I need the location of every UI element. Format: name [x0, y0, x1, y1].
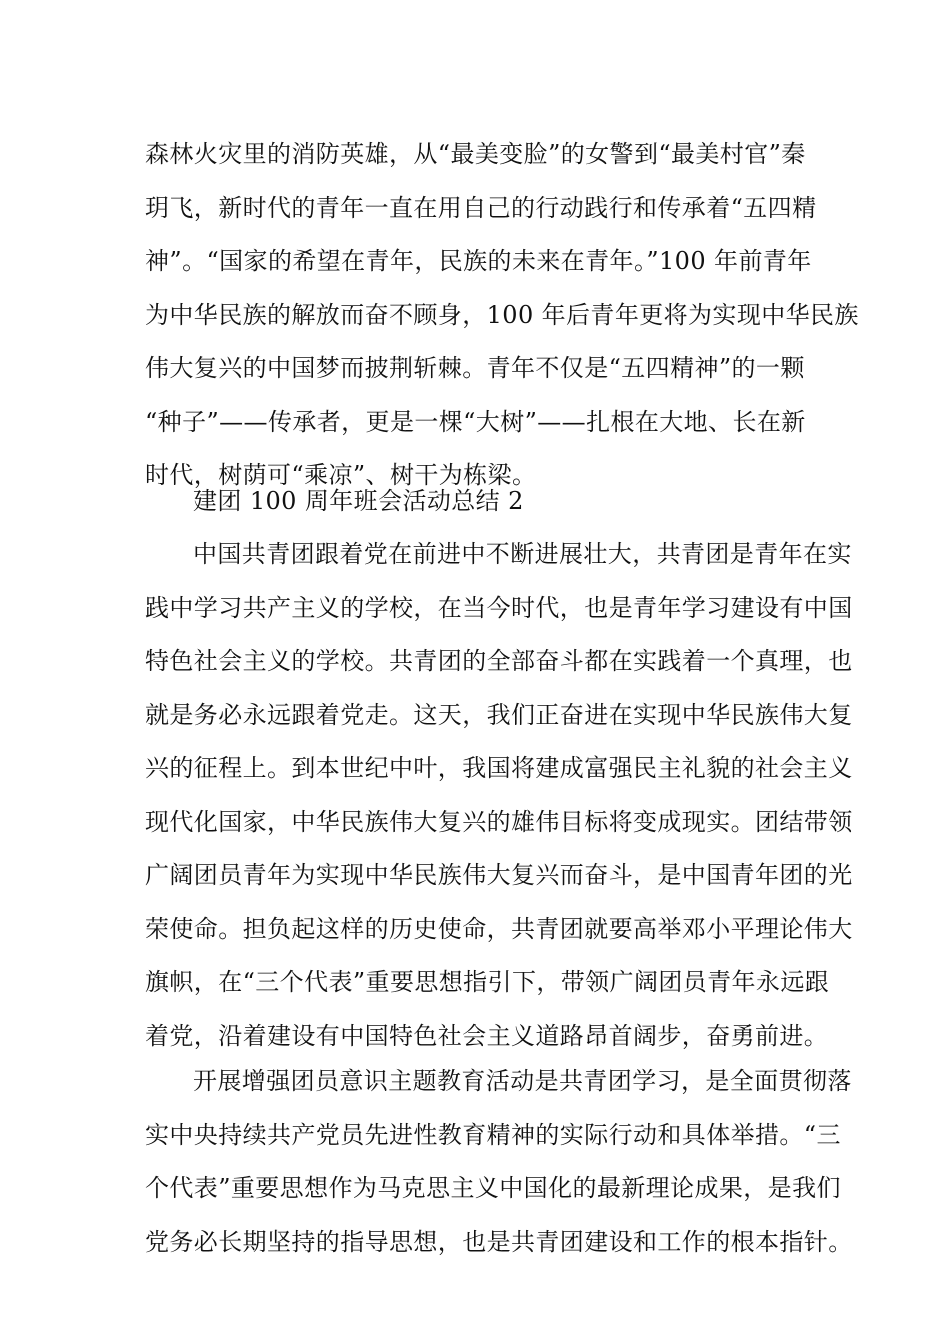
paragraph-line: 个代表”重要思想作为马克思主义中国化的最新理论成果，是我们	[145, 1174, 841, 1202]
paragraph-line: 开展增强团员意识主题教育活动是共青团学习，是全面贯彻落	[193, 1067, 852, 1095]
paragraph-3	[145, 1055, 853, 1269]
paragraph-line: “种子”——传承者，更是一棵“大树”——扎根在大地、长在新	[145, 407, 806, 436]
paragraph-line: 实中央持续共产党员先进性教育精神的实际行动和具体举措。“三	[145, 1120, 841, 1149]
paragraph-line: 党务必长期坚持的指导思想，也是共青团建设和工作的根本指针。	[145, 1227, 853, 1256]
paragraph-line: 广阔团员青年为实现中华民族伟大复兴而奋斗，是中国青年团的光	[145, 861, 853, 889]
section-heading: 建团 100 周年班会活动总结 2	[193, 487, 524, 515]
paragraph-line: 现代化国家，中华民族伟大复兴的雄伟目标将变成现实。团结带领	[145, 807, 853, 836]
paragraph-line: 旗帜，在“三个代表”重要思想指引下，带领广阔团员青年永远跟	[145, 968, 830, 996]
paragraph-line: 荣使命。担负起这样的历史使命，共青团就要高举邓小平理论伟大	[145, 914, 853, 943]
paragraph-line: 着党，沿着建设有中国特色社会主义道路昂首阔步，奋勇前进。	[145, 1021, 829, 1050]
paragraph-1	[145, 128, 859, 503]
paragraph-line: 特色社会主义的学校。共青团的全部奋斗都在实践着一个真理，也	[145, 647, 853, 675]
paragraph-line: 神”。“国家的希望在青年，民族的未来在青年。”100 年前青年	[145, 247, 812, 275]
paragraph-line: 时代，树荫可“乘凉”、树干为栋梁。	[145, 461, 537, 489]
paragraph-line: 为中华民族的解放而奋不顾身，100 年后青年更将为实现中华民族	[145, 300, 859, 329]
paragraph-line: 伟大复兴的中国梦而披荆斩棘。青年不仅是“五四精神”的一颗	[145, 354, 805, 382]
paragraph-line: 中国共青团跟着党在前进中不断进展壮大，共青团是青年在实	[193, 540, 852, 568]
paragraph-line: 践中学习共产主义的学校，在当今时代，也是青年学习建设有中国	[145, 593, 853, 622]
paragraph-2	[145, 528, 853, 1063]
paragraph-line: 就是务必永远跟着党走。这天，我们正奋进在实现中华民族伟大复	[145, 700, 853, 729]
paragraph-line: 玥飞，新时代的青年一直在用自己的行动践行和传承着“五四精	[145, 193, 817, 222]
paragraph-line: 兴的征程上。到本世纪中叶，我国将建成富强民主礼貌的社会主义	[145, 754, 853, 782]
paragraph-line: 森林火灾里的消防英雄，从“最美变脸”的女警到“最美村官”秦	[145, 140, 806, 168]
